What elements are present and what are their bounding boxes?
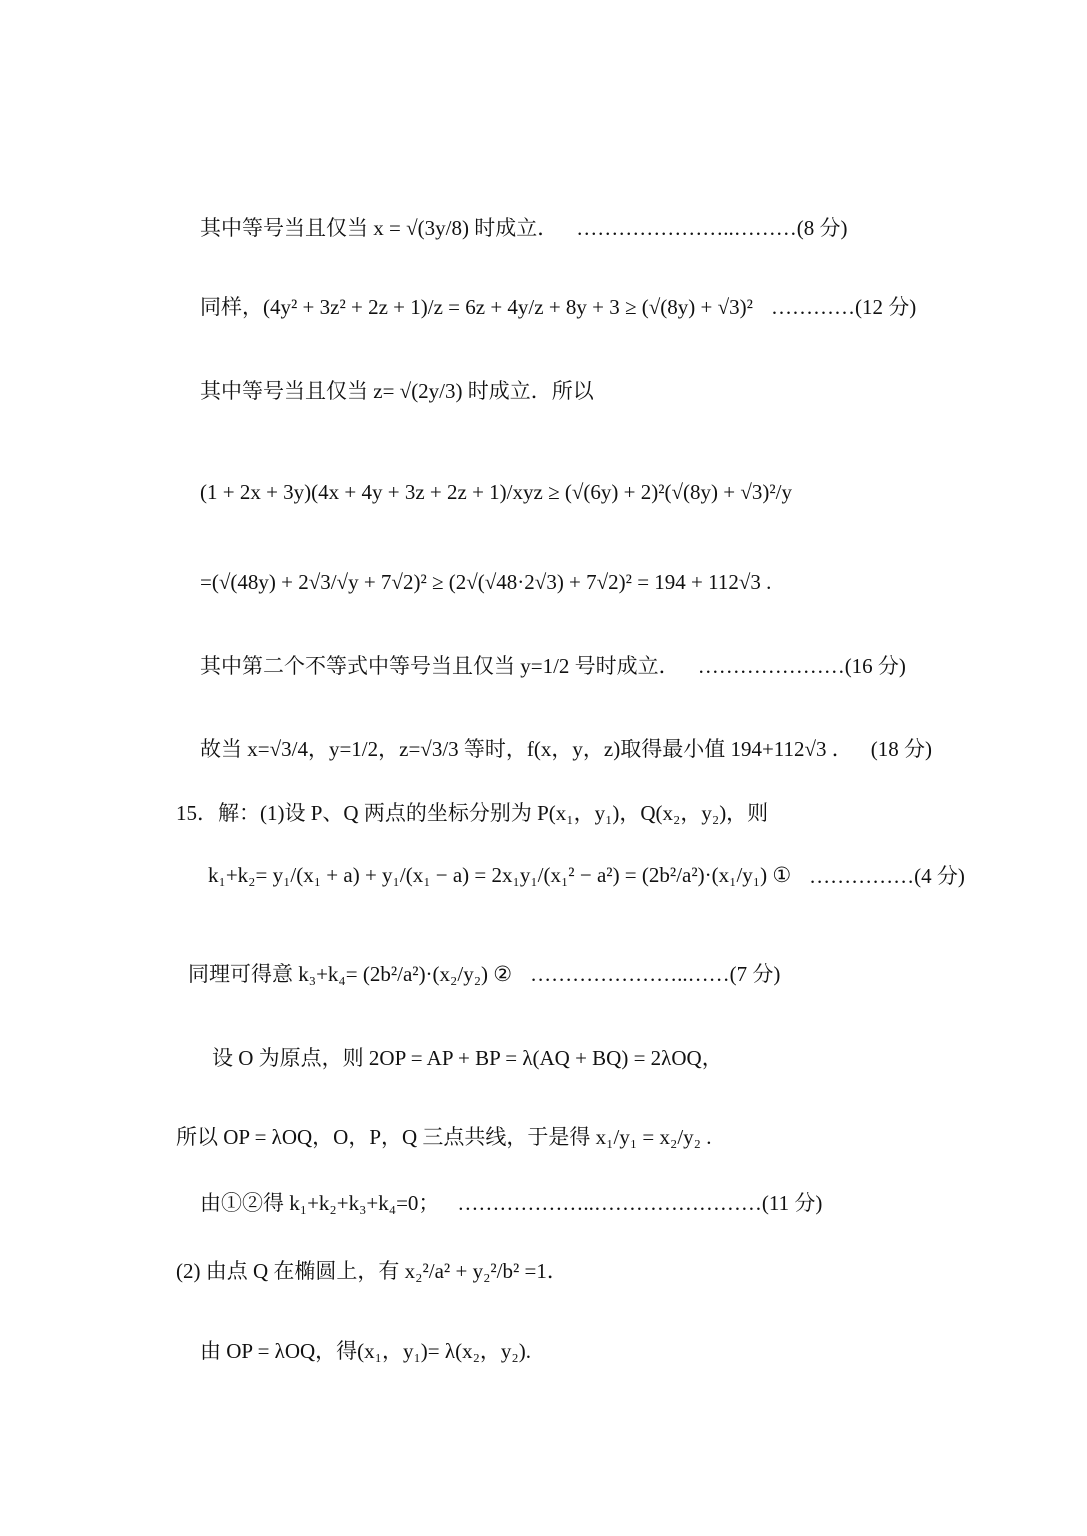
- line-13-text: 由①②得 k₁+k₂+k₃+k₄=0；: [200, 1191, 440, 1215]
- line-15-text: 由 OP = λOQ，得(x₁，y₁)= λ(x₂，y₂).: [200, 1339, 531, 1363]
- line-11-text: 设 O 为原点，则 2OP = AP + BP = λ(AQ + BQ) = 2λOQ，: [212, 1046, 723, 1070]
- line-8-text: 15．解：(1)设 P、Q 两点的坐标分别为 P(x₁，y₁)，Q(x₂，y₂)，则: [176, 801, 769, 825]
- line-4: [200, 462, 792, 522]
- line-8: [176, 782, 768, 842]
- line-3-text: 其中等号当且仅当 z= √(2y/3) 时成立．所以: [200, 379, 594, 403]
- line-2-score: …………(12 分): [770, 295, 917, 319]
- line-7-score: (18 分): [870, 737, 933, 761]
- line-6: [200, 635, 906, 695]
- line-5-text: =(√(48y) + 2√3/√y + 7√2)² ≥ (2√(√48·2√3) + 7√2)² = 194 + 112√3 .: [200, 569, 772, 594]
- line-10: [188, 943, 780, 1003]
- line-9-text: k₁+k₂= y₁/(x₁ + a) + y₁/(x₁ − a) = 2x₁y₁/(x₁² − a²) = (2b²/a²)·(x₁/y₁) ①: [208, 862, 792, 887]
- line-1-score: …………………..………(8 分): [576, 216, 848, 240]
- line-12: [176, 1106, 711, 1166]
- line-13: [200, 1172, 822, 1232]
- line-15: [200, 1320, 531, 1380]
- line-12-text: 所以 OP = λOQ，O，P，Q 三点共线，于是得 x₁/y₁ = x₂/y₂ .: [176, 1125, 712, 1149]
- line-2: [200, 276, 916, 336]
- line-1: [200, 197, 847, 257]
- line-7-text: 故当 x=√3/4，y=1/2，z=√3/3 等时，f(x，y，z)取得最小值 194+112√3 ．: [200, 737, 853, 761]
- line-5: [200, 552, 771, 612]
- line-2-text: 同样，(4y² + 3z² + 2z + 1)/z = 6z + 4y/z + 8y + 3 ≥ (√(8y) + √3)²: [200, 295, 753, 319]
- line-3: [200, 360, 594, 420]
- line-4-text: (1 + 2x + 3y)(4x + 4y + 3z + 2z + 1)/xyz ≥ (√(6y) + 2)²(√(8y) + √3)²/y: [200, 479, 792, 504]
- line-6-score: …………………(16 分): [697, 654, 906, 678]
- line-10-text: 同理可得意 k₃+k₄= (2b²/a²)·(x₂/y₂) ②: [188, 962, 513, 986]
- line-11: [212, 1027, 723, 1087]
- line-14: [176, 1240, 568, 1300]
- line-13-score: ………………..……………………(11 分): [457, 1191, 823, 1215]
- line-10-score: …………………..……(7 分): [530, 962, 781, 986]
- line-9: [208, 845, 965, 905]
- line-7: [200, 718, 932, 778]
- line-14-text: (2) 由点 Q 在椭圆上，有 x₂²/a² + y₂²/b² =1．: [176, 1259, 568, 1283]
- line-6-text: 其中第二个不等式中等号当且仅当 y=1/2 号时成立．: [200, 654, 680, 678]
- line-1-text: 其中等号当且仅当 x = √(3y/8) 时成立．: [200, 216, 559, 240]
- line-9-score: ……………(4 分): [809, 864, 965, 888]
